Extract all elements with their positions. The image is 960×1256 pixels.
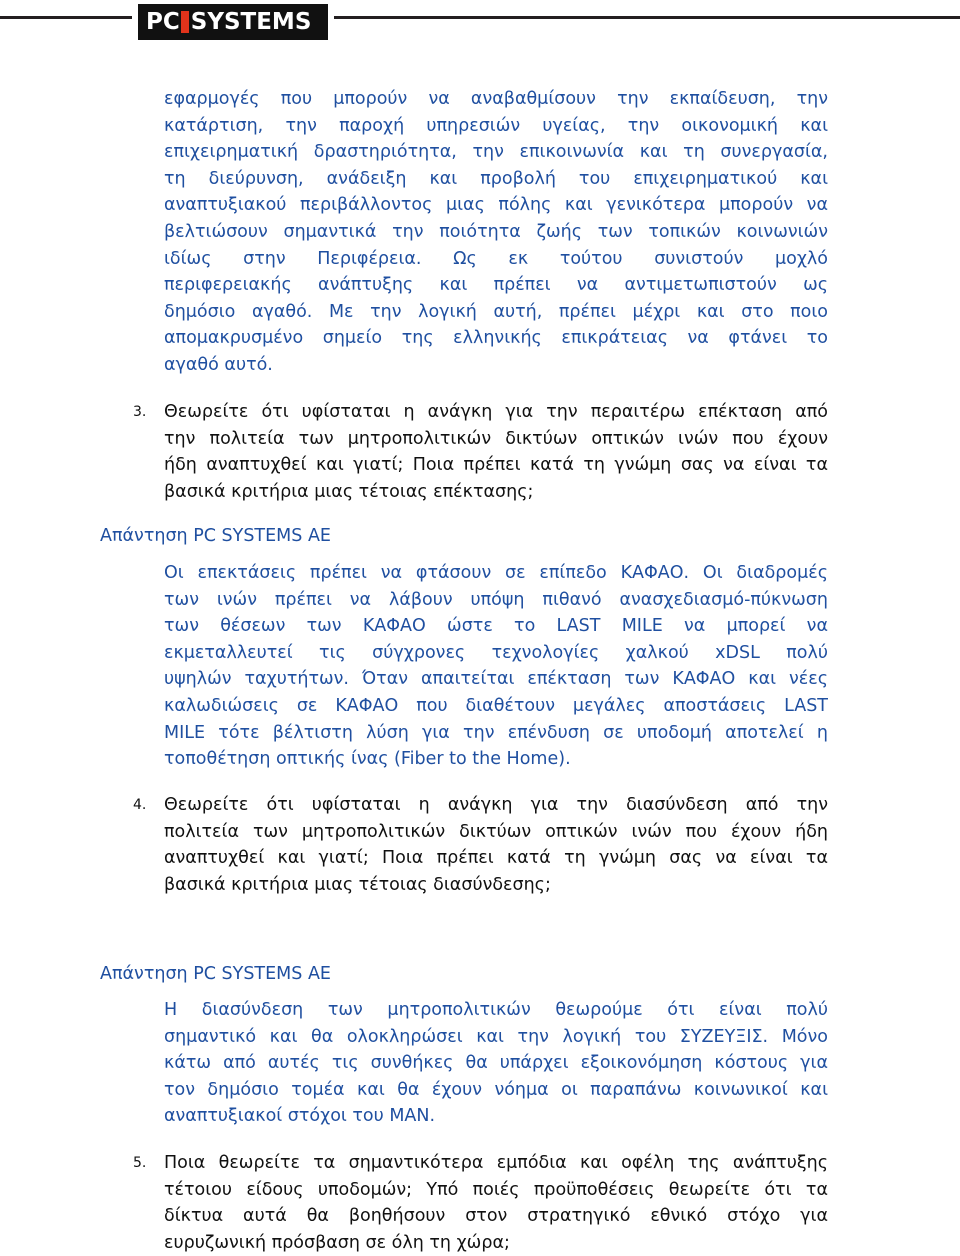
text-line: αναπτυξιακού περιβάλλοντος μιας πόλης και γενικότερα μπορούν να xyxy=(164,195,828,216)
text-line: βελτιώσουν σημαντικά την ποιότητα ζωής των τοπικών κοινωνιών xyxy=(164,221,828,242)
text-line: τη διεύρυνση, ανάδειξη και προβολή του επιχειρηματικού και xyxy=(164,168,828,189)
logo-systems-text: SYSTEMS xyxy=(190,9,312,35)
text-line: υψηλών ταχυτήτων. Όταν απαιτείται επέκταση των ΚΑΦΑΟ και νέες xyxy=(164,669,828,690)
text-line: εκμεταλλευτεί τις σύγχρονες τεχνολογίες χαλκού xDSL πολύ xyxy=(164,642,828,663)
question-4-text xyxy=(164,792,828,898)
text-line: ευρυζωνική πρόσβαση σε όλη τη χώρα; xyxy=(164,1232,510,1253)
text-line: περιφερειακής ανάπτυξης και πρέπει να αντιμετωπιστούν ως xyxy=(164,275,828,296)
text-line: MILE τότε βέλτιστη λύση για την επένδυση σε υποδομή αποτελεί η xyxy=(164,722,828,743)
logo-plate xyxy=(138,4,328,40)
text-line: ιδίως στην Περιφέρεια. Ως εκ τούτου συνιστούν μοχλό xyxy=(164,248,828,269)
question-4-number: 4. xyxy=(133,797,147,813)
text-line: σημαντικό και θα ολοκληρώσει και την λογική του ΣΥΖΕΥΞΙΣ. Μόνο xyxy=(164,1026,828,1047)
text-line: δημόσιο αγαθό. Με την λογική αυτή, πρέπει μέχρι και στο ποιο xyxy=(164,301,828,322)
answer-3-text xyxy=(164,560,828,773)
answer-4-heading: Απάντηση PC SYSTEMS AE xyxy=(100,964,331,984)
text-line: εφαρμογές που μπορούν να αναβαθμίσουν την εκπαίδευση, την xyxy=(164,89,828,109)
text-line: ήδη αναπτυχθεί και γιατί; Ποια πρέπει κατά τη γνώμη σας να είναι τα xyxy=(164,455,828,476)
text-line: αγαθό αυτό. xyxy=(164,354,273,375)
question-5-text xyxy=(164,1150,828,1256)
text-line: τον δημόσιο τομέα και θα έχουν νόημα οι παραπάνω κοινωνικοί και xyxy=(164,1079,828,1100)
text-line: την πολιτεία των μητροπολιτικών δικτύων οπτικών ινών που έχουν xyxy=(164,428,828,449)
text-line: δίκτυα αυτά θα βοηθήσουν στον στρατηγικό εθνικό στόχο για xyxy=(164,1206,828,1227)
answer-4-text xyxy=(164,997,828,1130)
question-5-number: 5. xyxy=(133,1155,147,1171)
text-line: Η διασύνδεση των μητροπολιτικών θεωρούμε ότι είναι πολύ xyxy=(164,1000,828,1020)
text-line: Οι επεκτάσεις πρέπει να φτάσουν σε επίπεδο ΚΑΦΑΟ. Οι διαδρομές xyxy=(164,563,828,583)
question-3-number: 3. xyxy=(133,404,147,420)
text-line: βασικά κριτήρια μιας τέτοιας επέκτασης; xyxy=(164,481,534,502)
text-line: απομακρυσμένο σημείο της ελληνικής επικράτειας να φτάνει το xyxy=(164,328,828,349)
text-line: επιχειρηματική δραστηριότητα, την επικοινωνία και τη συνεργασία, xyxy=(164,142,828,163)
text-line: αναπτυχθεί και γιατί; Ποια πρέπει κατά τη γνώμη σας να είναι τα xyxy=(164,848,828,869)
text-line: Ποια θεωρείτε τα σημαντικότερα εμπόδια και οφέλη της ανάπτυξης xyxy=(164,1153,828,1173)
logo-red-mark xyxy=(181,11,189,33)
text-line: αναπτυξιακοί στόχοι του MAN. xyxy=(164,1106,436,1127)
logo-pc-text: PC xyxy=(146,9,180,35)
text-line: τέτοιου είδους υποδομών; Υπό ποιές προϋποθέσεις θεωρείτε ότι τα xyxy=(164,1179,828,1200)
text-line: πολιτεία των μητροπολιτικών δικτύων οπτικών ινών που έχουν ήδη xyxy=(164,821,828,842)
text-line: των ινών πρέπει να λάβουν υπόψη πιθανό ανασχεδιασμό-πύκνωση xyxy=(164,589,828,610)
question-3-text xyxy=(164,399,828,505)
text-line: κάτω από αυτές τις συνθήκες θα υπάρχει εξοικονόμηση κόστους για xyxy=(164,1053,828,1074)
text-line: τοποθέτηση οπτικής ίνας (Fiber to the Home). xyxy=(164,749,571,770)
company-logo xyxy=(132,0,334,44)
text-line: καλωδιώσεις σε ΚΑΦΑΟ που διαθέτουν μεγάλες αποστάσεις LAST xyxy=(164,695,828,716)
text-line: Θεωρείτε ότι υφίσταται η ανάγκη για την διασύνδεση από την xyxy=(164,795,828,815)
answer-3-heading: Απάντηση PC SYSTEMS AE xyxy=(100,526,331,546)
text-line: Θεωρείτε ότι υφίσταται η ανάγκη για την περαιτέρω επέκταση από xyxy=(164,402,828,422)
text-line: βασικά κριτήρια μιας τέτοιας διασύνδεσης; xyxy=(164,874,551,895)
text-line: κατάρτιση, την παροχή υπηρεσιών υγείας, την οικονομική και xyxy=(164,115,828,136)
text-line: των θέσεων των ΚΑΦΑΟ ώστε το LAST MILE να μπορεί να xyxy=(164,616,828,637)
intro-paragraph xyxy=(164,86,828,379)
